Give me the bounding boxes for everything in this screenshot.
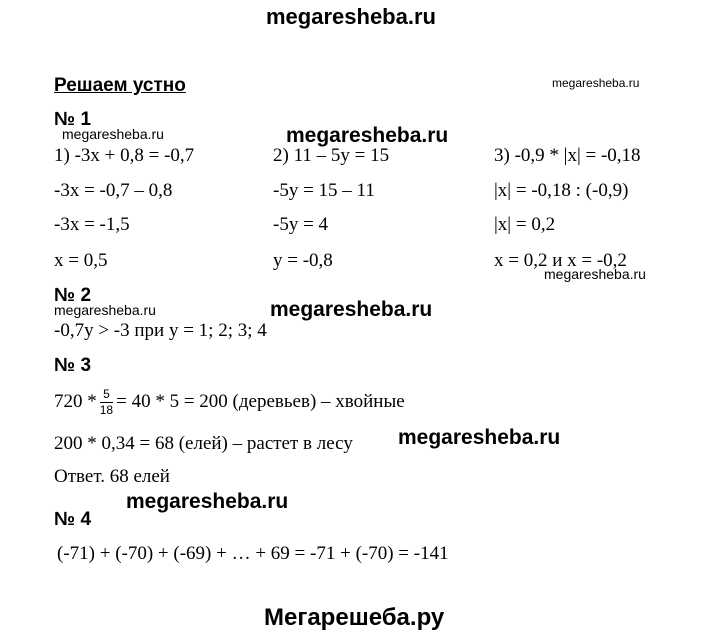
- task-3-line-1: [54, 388, 405, 417]
- task-1-col1-line-2: -3x = -0,7 – 0,8: [54, 180, 173, 201]
- watermark: megaresheba.ru: [544, 266, 646, 282]
- fraction-numerator: 5: [100, 388, 113, 403]
- task-1-col1-line-3: -3x = -1,5: [54, 214, 130, 235]
- task-3-line-1-suffix: = 40 * 5 = 200 (деревьев) – хвойные: [116, 390, 405, 412]
- fraction-denominator: 18: [99, 403, 114, 417]
- watermark: megaresheba.ru: [286, 124, 449, 147]
- task-1-col2-line-2: -5y = 15 – 11: [273, 180, 375, 201]
- task-1-col2-line-1: 2) 11 – 5y = 15: [273, 145, 390, 166]
- watermark: megaresheba.ru: [552, 76, 640, 90]
- task-4-heading: № 4: [54, 509, 92, 530]
- task-1-col3-line-3: |x| = 0,2: [494, 214, 556, 235]
- task-1-col3-line-1: 3) -0,9 * |x| = -0,18: [494, 145, 641, 166]
- task-2-line: -0,7y > -3 при y = 1; 2; 3; 4: [54, 320, 267, 341]
- task-3-line-1-prefix: 720 *: [54, 390, 97, 412]
- fraction: [100, 388, 113, 417]
- top-watermark[interactable]: megaresheba.ru: [266, 4, 436, 29]
- page-title: Решаем устно: [54, 75, 186, 96]
- task-1-col2-line-3: -5y = 4: [273, 214, 329, 235]
- task-1-col3-line-4: x = 0,2 и x = -0,2: [494, 250, 627, 271]
- task-1-col3-line-2: |x| = -0,18 : (-0,9): [494, 180, 629, 201]
- task-3-heading: № 3: [54, 355, 92, 376]
- watermark: megaresheba.ru: [62, 126, 164, 142]
- task-3-line-2: 200 * 0,34 = 68 (елей) – растет в лесу: [54, 433, 353, 454]
- watermark: megaresheba.ru: [270, 298, 433, 321]
- task-1-col2-line-4: y = -0,8: [273, 250, 333, 271]
- watermark: megaresheba.ru: [398, 426, 561, 449]
- task-1-heading: № 1: [54, 109, 92, 130]
- watermark: megaresheba.ru: [126, 490, 289, 513]
- task-3-answer: Ответ. 68 елей: [54, 466, 170, 487]
- watermark: megaresheba.ru: [54, 302, 156, 318]
- task-1-col1-line-4: x = 0,5: [54, 250, 108, 271]
- footer-brand[interactable]: Мегарешеба.ру: [264, 604, 445, 631]
- task-4-line: (-71) + (-70) + (-69) + … + 69 = -71 + (-70) = -141: [57, 543, 449, 564]
- task-2-heading: № 2: [54, 285, 92, 306]
- task-1-col1-line-1: 1) -3x + 0,8 = -0,7: [54, 145, 195, 166]
